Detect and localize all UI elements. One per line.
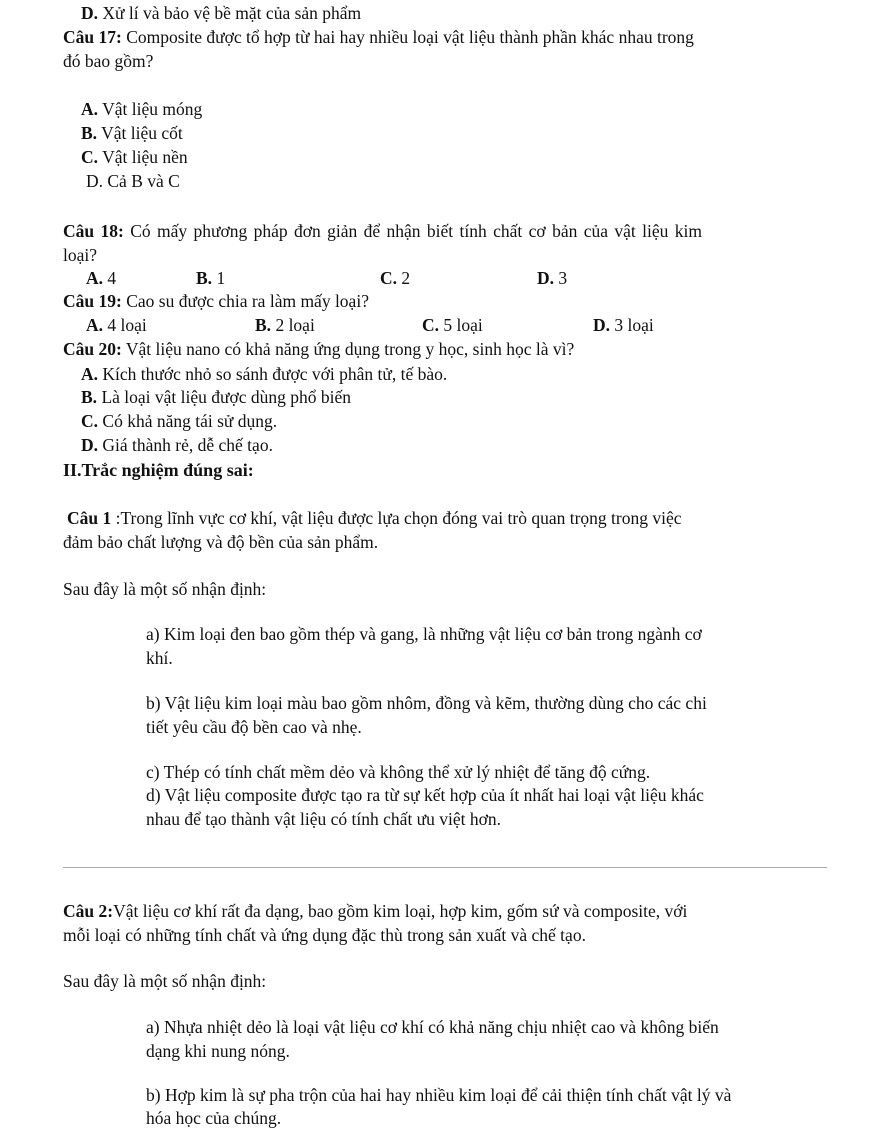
q19-option-a (86, 315, 147, 336)
q19-option-b (255, 315, 315, 336)
q16-option-d (81, 3, 361, 24)
option-label: C. (81, 147, 99, 167)
tf1-statement-a-cont: khí. (146, 648, 173, 668)
option-text: Vật liệu móng (102, 99, 203, 119)
option-label: B. (196, 268, 213, 288)
q18-option-a (86, 268, 116, 289)
option-label: D. (81, 3, 99, 23)
tf1-statement-b-cont: tiết yêu cầu độ bền cao và nhẹ. (146, 717, 362, 737)
q18-option-d (537, 268, 567, 289)
question-label: Câu 20: (63, 339, 122, 359)
option-label: A. (86, 315, 104, 335)
question-label: Câu 1 (67, 508, 112, 528)
option-text: Xử lí và bảo vệ bề mặt của sản phẩm (102, 3, 362, 23)
option-label: D. (593, 315, 611, 335)
option-text: Có khả năng tái sử dụng. (102, 411, 278, 431)
option-label: B. (255, 315, 272, 335)
q19-option-d (593, 315, 654, 336)
q19-option-c (422, 315, 483, 336)
option-text: 1 (216, 268, 226, 288)
option-label: D. (537, 268, 555, 288)
option-label: A. (81, 99, 99, 119)
option-text: 5 loại (443, 315, 483, 335)
option-text: 2 loại (275, 315, 315, 335)
question-label: Câu 17: (63, 27, 122, 47)
q17-option-c (81, 147, 188, 168)
option-text: 4 (107, 268, 117, 288)
option-text: Giá thành rẻ, dễ chế tạo. (102, 435, 273, 455)
option-label: A. (81, 364, 99, 384)
tf2-intro: Sau đây là một số nhận định: (63, 971, 267, 991)
tf2-statement-b-cont: hóa học của chúng. (146, 1108, 282, 1128)
q17-option-d (86, 171, 180, 192)
question-text: Cao su được chia ra làm mấy loại? (126, 291, 369, 311)
question-19 (63, 291, 369, 312)
option-text: Là loại vật liệu được dùng phổ biến (101, 387, 352, 407)
question-text: Composite được tổ hợp từ hai hay nhiều loại vật liệu thành phần khác nhau trong (126, 27, 694, 47)
option-label: B. (81, 387, 98, 407)
tf-question-1 (67, 508, 682, 529)
option-label: C. (422, 315, 440, 335)
q20-option-d (81, 435, 273, 456)
option-text: Vật liệu cốt (101, 123, 183, 143)
question-20 (63, 339, 574, 360)
tf1-statement-c: c) Thép có tính chất mềm dẻo và không thể xử lý nhiệt để tăng độ cứng. (146, 762, 651, 782)
tf1-statement-d-cont: nhau để tạo thành vật liệu có tính chất ưu việt hơn. (146, 809, 502, 829)
option-text: Kích thước nhỏ so sánh được với phân tử, tế bào. (102, 364, 448, 384)
q18-option-c (380, 268, 410, 289)
option-label: B. (81, 123, 98, 143)
tf1-intro: Sau đây là một số nhận định: (63, 579, 267, 599)
option-text: 2 (401, 268, 411, 288)
tf-question-1-cont: đảm bảo chất lượng và độ bền của sản phẩm. (63, 532, 379, 552)
option-text: 4 loại (107, 315, 147, 335)
tf2-statement-a-cont: dạng khi nung nóng. (146, 1041, 290, 1061)
section-title: II.Trắc nghiệm đúng sai: (63, 460, 254, 480)
option-text: 3 loại (614, 315, 654, 335)
question-text: Có mấy phương pháp đơn giản để nhận biết tính chất cơ bản của vật liệu kim (130, 221, 702, 241)
q20-option-c (81, 411, 277, 432)
question-18-cont: loại? (63, 245, 98, 265)
question-18 (63, 221, 702, 242)
question-text: Vật liệu cơ khí rất đa dạng, bao gồm kim loại, hợp kim, gốm sứ và composite, với (113, 901, 688, 921)
tf-question-2-cont: mỗi loại có những tính chất và ứng dụng đặc thù trong sản xuất và chế tạo. (63, 925, 586, 945)
q20-option-a (81, 364, 447, 385)
question-text: :Trong lĩnh vực cơ khí, vật liệu được lựa chọn đóng vai trò quan trọng trong việc (115, 508, 682, 528)
question-17-cont: đó bao gồm? (63, 51, 154, 71)
option-label: D. (81, 435, 99, 455)
q20-option-b (81, 387, 351, 408)
option-text: 3 (558, 268, 568, 288)
tf1-statement-d: d) Vật liệu composite được tạo ra từ sự kết hợp của ít nhất hai loại vật liệu khác (146, 785, 704, 805)
question-label: Câu 18: (63, 221, 124, 241)
divider (63, 867, 827, 868)
q17-option-a (81, 99, 202, 120)
q17-option-b (81, 123, 183, 144)
question-label: Câu 19: (63, 291, 122, 311)
tf2-statement-b: b) Hợp kim là sự pha trộn của hai hay nhiều kim loại để cải thiện tính chất vật lý và (146, 1085, 732, 1105)
option-label: C. (380, 268, 398, 288)
tf1-statement-a: a) Kim loại đen bao gồm thép và gang, là những vật liệu cơ bản trong ngành cơ (146, 624, 702, 644)
tf2-statement-a: a) Nhựa nhiệt dẻo là loại vật liệu cơ khí có khả năng chịu nhiệt cao và không biến (146, 1017, 719, 1037)
option-text: Vật liệu nền (102, 147, 188, 167)
tf-question-2 (63, 901, 687, 922)
option-label: A. (86, 268, 104, 288)
option-label: C. (81, 411, 99, 431)
tf1-statement-b: b) Vật liệu kim loại màu bao gồm nhôm, đồng và kẽm, thường dùng cho các chi (146, 693, 707, 713)
question-17 (63, 27, 694, 48)
q18-option-b (196, 268, 225, 289)
question-text: Vật liệu nano có khả năng ứng dụng trong y học, sinh học là vì? (125, 339, 575, 359)
option-text: D. Cả B và C (86, 171, 180, 191)
question-label: Câu 2: (63, 901, 114, 921)
